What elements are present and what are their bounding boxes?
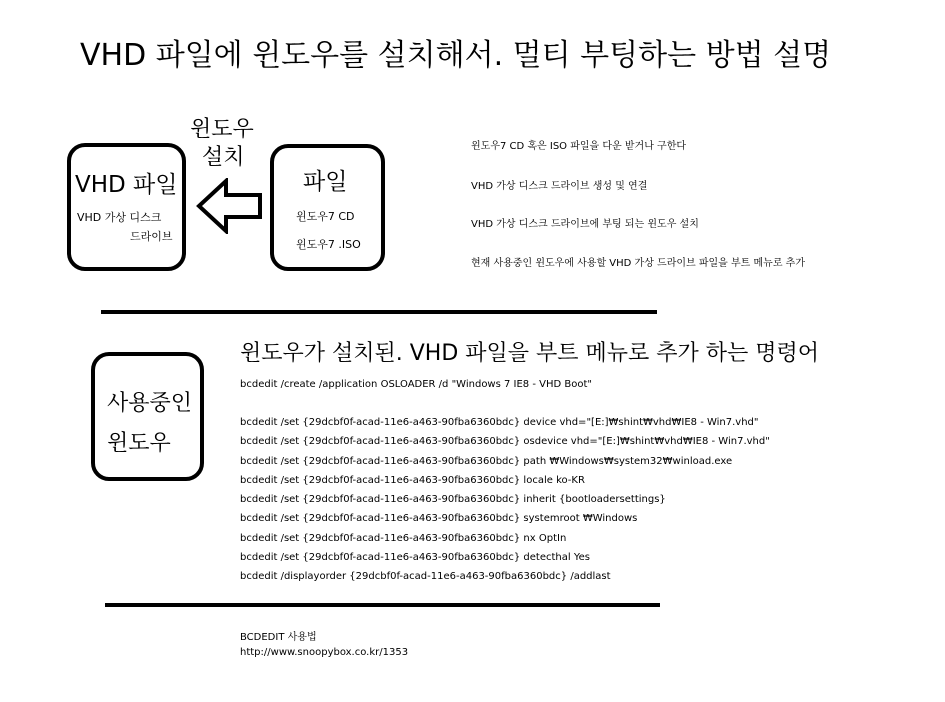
page-title: VHD 파일에 윈도우를 설치해서. 멀티 부팅하는 방법 설명	[80, 38, 832, 73]
divider	[105, 603, 660, 607]
vhd-box-subtitle-line1: VHD 가상 디스크	[77, 211, 162, 224]
commands-heading: 윈도우가 설치된. VHD 파일을 부트 메뉴로 추가 하는 명령어	[240, 341, 820, 366]
command-line: bcdedit /set {29dcbf0f-acad-11e6-a463-90fba6360bdc} inherit {bootloadersettings}	[240, 494, 666, 505]
left-arrow-icon	[196, 178, 264, 234]
vhd-file-box	[67, 143, 186, 271]
vhd-box-subtitle-line2: 드라이브	[130, 230, 173, 243]
install-label-line1: 윈도우	[190, 117, 254, 142]
footer-link[interactable]: http://www.snoopybox.co.kr/1353	[240, 647, 409, 658]
command-line: bcdedit /create /application OSLOADER /d "Windows 7 IE8 - VHD Boot"	[240, 379, 592, 390]
command-line: bcdedit /set {29dcbf0f-acad-11e6-a463-90fba6360bdc} osdevice vhd="[E:]₩shint₩vhd₩IE8 - Win7.vhd"	[240, 436, 770, 447]
file-box-iso-label: 윈도우7 .ISO	[296, 238, 361, 251]
file-box-cd-label: 윈도우7 CD	[296, 210, 355, 223]
step-item: 현재 사용중인 윈도우에 사용할 VHD 가상 드라이브 파일을 부트 메뉴로 추가	[471, 258, 805, 269]
step-item: VHD 가상 디스크 드라이브에 부팅 되는 윈도우 설치	[471, 219, 699, 230]
command-line: bcdedit /set {29dcbf0f-acad-11e6-a463-90fba6360bdc} path ₩Windows₩system32₩winload.exe	[240, 456, 733, 467]
step-item: 윈도우7 CD 혹은 ISO 파일을 다운 받거나 구한다	[471, 141, 687, 152]
file-box-title: 파일	[303, 169, 348, 195]
command-line: bcdedit /set {29dcbf0f-acad-11e6-a463-90fba6360bdc} detecthal Yes	[240, 552, 590, 563]
install-label-line2: 설치	[202, 145, 245, 170]
vhd-box-title: VHD 파일	[75, 172, 178, 198]
step-item: VHD 가상 디스크 드라이브 생성 및 연결	[471, 181, 648, 192]
divider	[101, 310, 657, 314]
command-line: bcdedit /set {29dcbf0f-acad-11e6-a463-90fba6360bdc} systemroot ₩Windows	[240, 513, 638, 524]
current-box-line2: 윈도우	[107, 431, 171, 456]
command-line: bcdedit /set {29dcbf0f-acad-11e6-a463-90fba6360bdc} device vhd="[E:]₩shint₩vhd₩IE8 - Win7.vhd"	[240, 417, 759, 428]
current-box-line1: 사용중인	[107, 391, 193, 416]
footer-label: BCDEDIT 사용법	[240, 632, 317, 643]
command-line: bcdedit /displayorder {29dcbf0f-acad-11e6-a463-90fba6360bdc} /addlast	[240, 571, 611, 582]
command-line: bcdedit /set {29dcbf0f-acad-11e6-a463-90fba6360bdc} locale ko-KR	[240, 475, 585, 486]
command-line: bcdedit /set {29dcbf0f-acad-11e6-a463-90fba6360bdc} nx OptIn	[240, 533, 567, 544]
